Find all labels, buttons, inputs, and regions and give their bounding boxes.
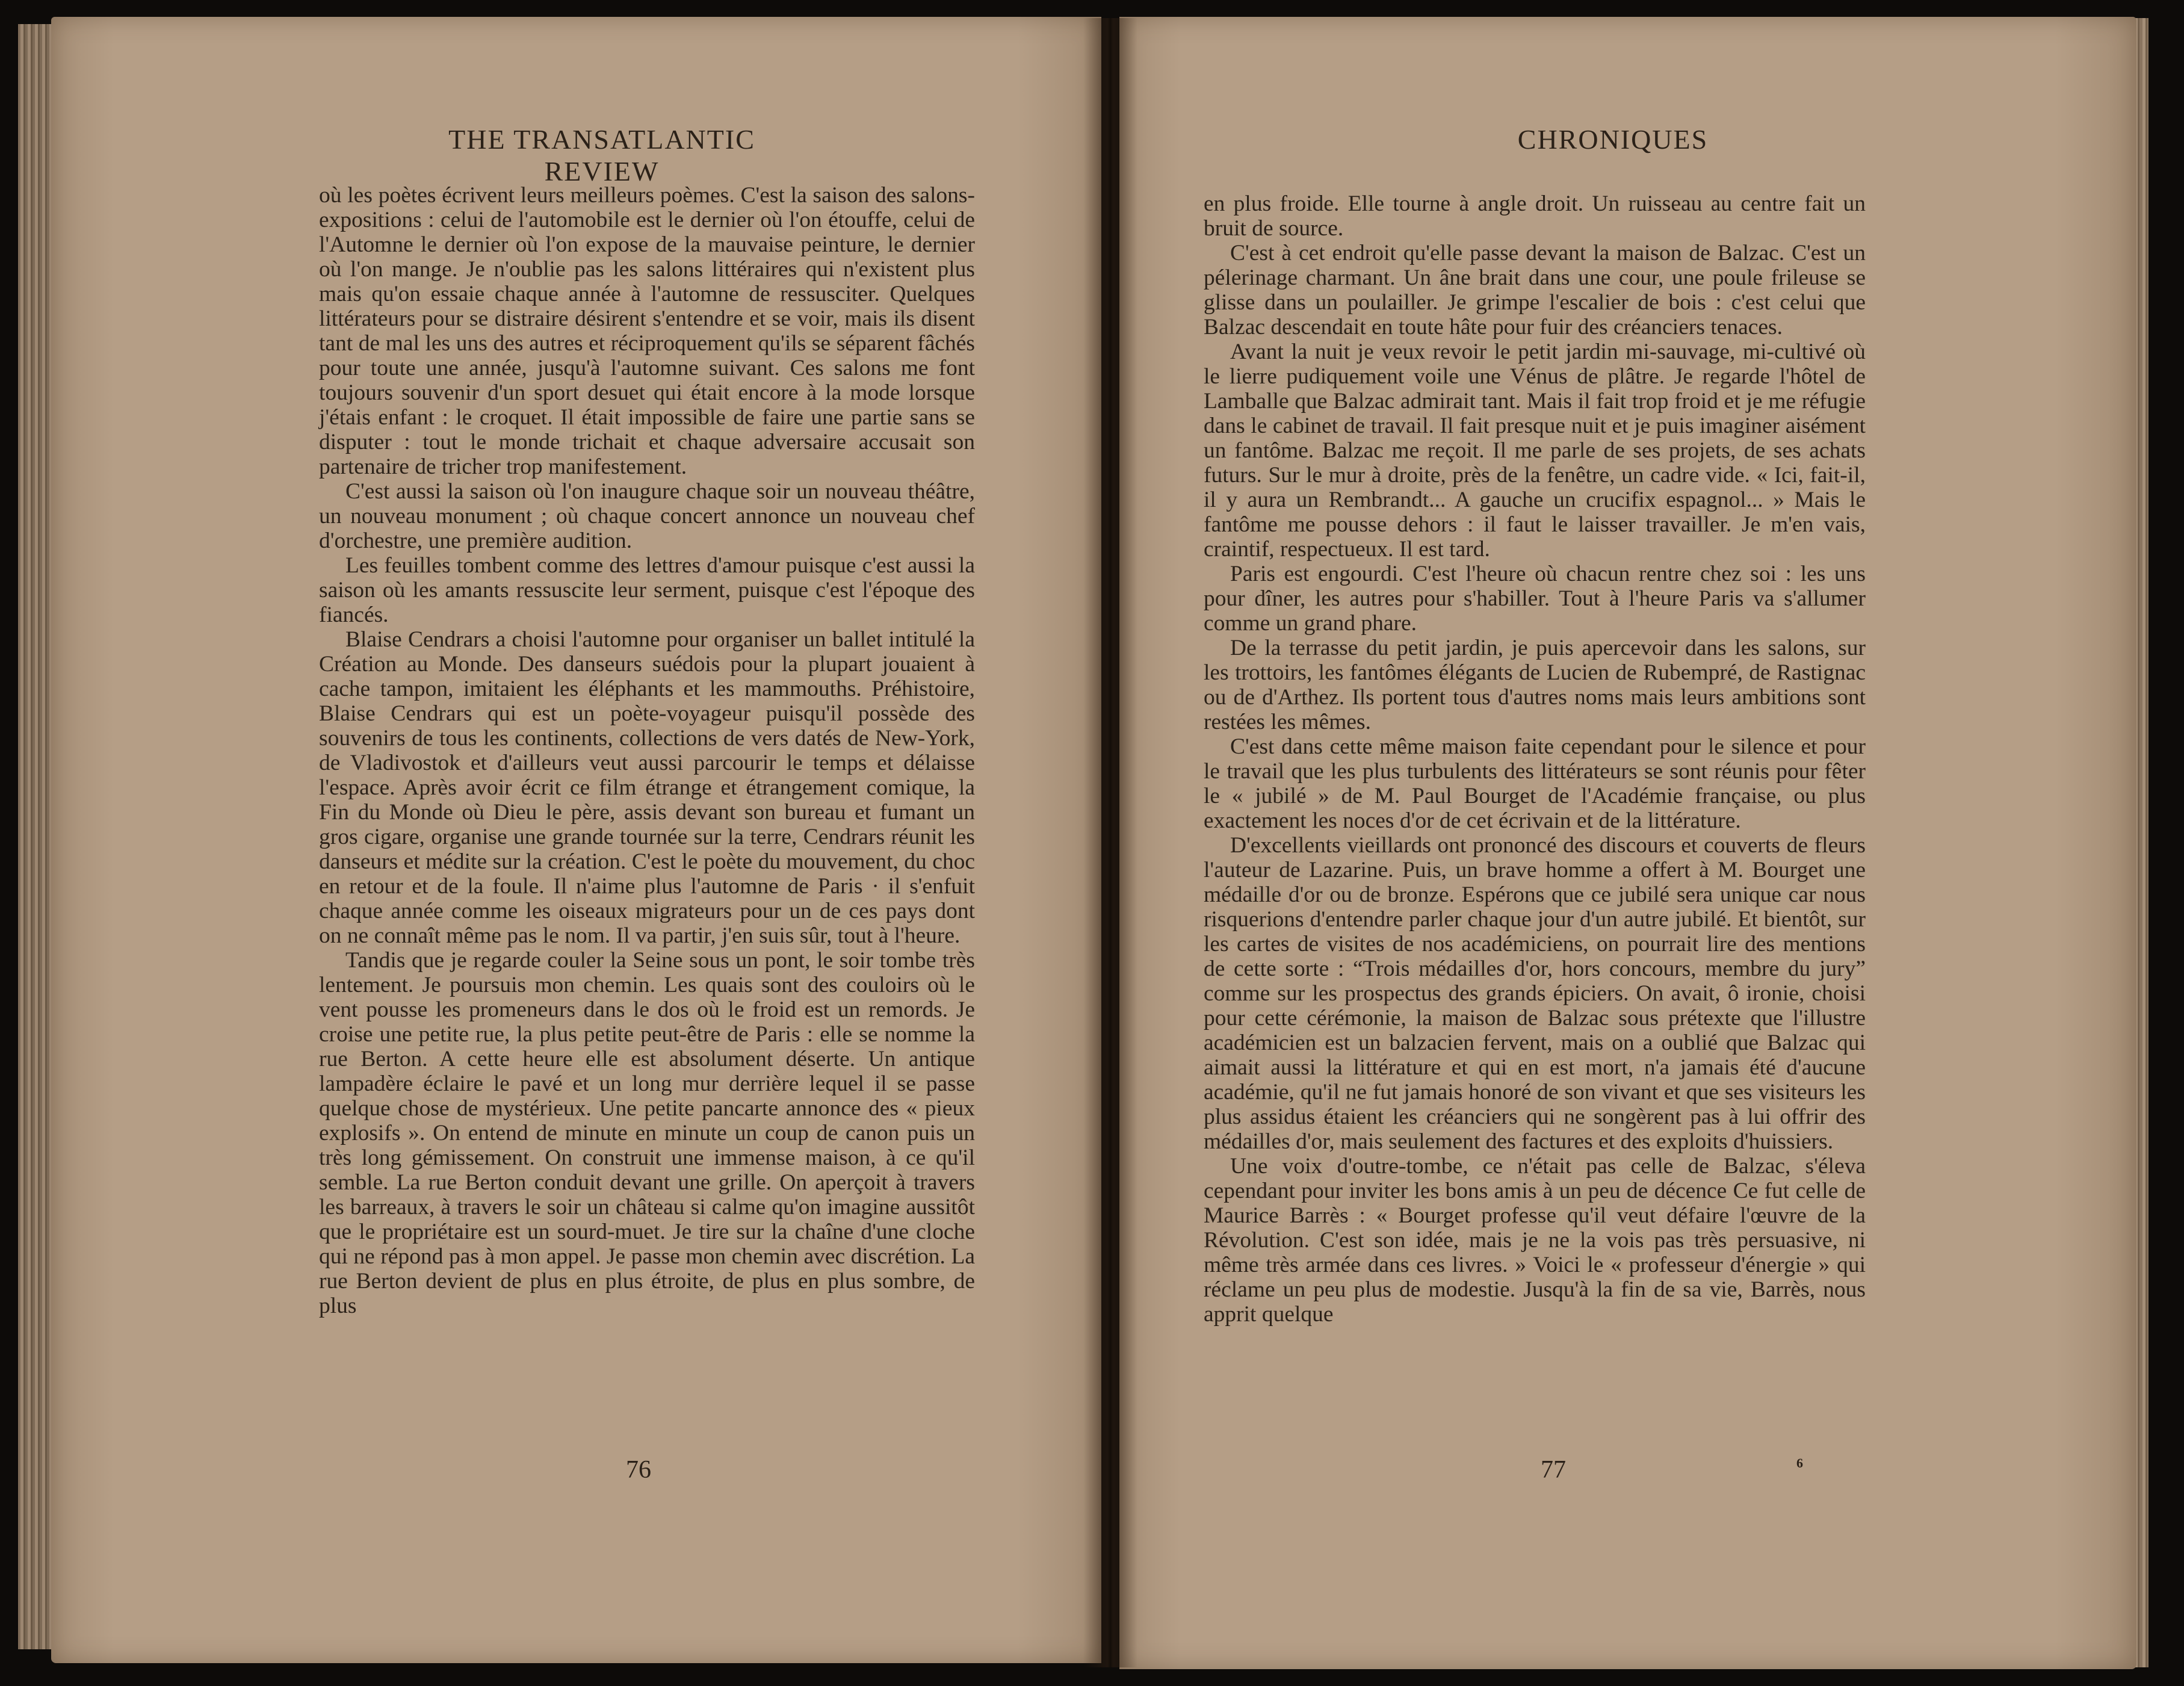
paragraph: en plus froide. Elle tourne à angle droit. Un ruisseau au centre fait un bruit de source. — [1204, 191, 1866, 241]
paragraph: Tandis que je regarde couler la Seine sous un pont, le soir tombe très lentement. Je poursuis mon chemin. Les quais sont des couloirs où le vent pousse les promeneurs dans le dos où le froid est un remords. Je croise une petite rue, la plus petite peut-être de Paris : elle se nomme la rue Berton. A cette heure elle est absolument déserte. Un antique lampadère éclaire le pavé et un long mur derrière lequel il se passe quelque chose de mystérieux. Une petite pancarte annonce des « pieux explosifs ». On entend de minute en minute un coup de canon puis un très long gémissement. On construit une immense maison, à ce qu'il semble. La rue Berton conduit devant une grille. On aperçoit à travers les barreaux, à travers le soir un château si calme qu'on imagine aussitôt que le propriétaire est un sourd-muet. Je tire sur la chaîne d'une cloche qui ne répond pas à mon appel. Je passe mon chemin avec discrétion. La rue Berton devient de plus en plus étroite, de plus en plus sombre, de plus — [319, 948, 975, 1318]
paragraph: Les feuilles tombent comme des lettres d'amour puisque c'est aussi la saison où les amants ressuscite leur serment, puisque c'est l'époque des fiancés. — [319, 553, 975, 627]
paragraph: De la terrasse du petit jardin, je puis apercevoir dans les salons, sur les trottoirs, les fantômes élégants de Lucien de Rubempré, de Rastignac ou de d'Arthez. Ils portent tous d'autres noms mais leurs ambitions sont restées les mêmes. — [1204, 636, 1866, 734]
signature-mark: 6 — [1796, 1455, 1803, 1471]
right-running-head: CHRONIQUES — [1517, 124, 1709, 155]
book-gutter — [1083, 18, 1137, 1667]
paragraph: Paris est engourdi. C'est l'heure où chacun rentre chez soi : les uns pour dîner, les autres pour s'habiller. Tout à l'heure Paris va s'allumer comme un grand phare. — [1204, 562, 1866, 636]
paragraph: Avant la nuit je veux revoir le petit jardin mi-sauvage, mi-cultivé où le lierre pudiquement voile une Vénus de plâtre. Je regarde l'hôtel de Lamballe que Balzac admirait tant. Mais il fait trop froid et je me réfugie dans le cabinet de travail. Il fait presque nuit et je puis imaginer aisément un fantôme. Balzac me reçoit. Il me parle de ses projets, de ses achats futurs. Sur le mur à droite, près de la fenêtre, un cadre vide. « Ici, fait-il, il y aura un Rembrandt... A gauche un crucifix espagnol... » Mais le fantôme me pousse dehors : il faut le laisser travailler. Je m'en vais, craintif, respectueux. Il est tard. — [1204, 339, 1866, 562]
paragraph: Blaise Cendrars a choisi l'automne pour organiser un ballet intitulé la Création au Monde. Des danseurs suédois pour la plupart jouaient à cache tampon, imitaient les éléphants et les mammouths. Préhistoire, Blaise Cendrars qui est un poète-voyageur puisqu'il possède des souvenirs de tous les continents, collections de vers datés de New-York, de Vladivostok et d'ailleurs veut aussi parcourir le temps et délaisse l'espace. Après avoir écrit ce film étrange et étrangement comique, la Fin du Monde où Dieu le père, assis devant son bureau et fumant un gros cigare, organise une grande tournée sur la terre, Cendrars réunit les danseurs et médite sur la création. C'est le poète du mouvement, du choc en retour et de la foule. Il n'aime plus l'automne de Paris · il s'enfuit chaque année comme les oiseaux migrateurs pour un de ces pays dont on ne connaît même pas le nom. Il va partir, j'en suis sûr, tout à l'heure. — [319, 627, 975, 948]
paragraph: Une voix d'outre-tombe, ce n'était pas celle de Balzac, s'éleva cependant pour inviter les bons amis à un peu de décence Ce fut celle de Maurice Barrès : « Bourget professe qu'il veut défaire l'œuvre de la Révolution. C'est son idée, mais je ne la vois pas très persuasive, ni même très armée dans ces livres. » Voici le « professeur d'énergie » qui réclame un peu plus de modestie. Jusqu'à la fin de sa vie, Barrès, nous apprit quelque — [1204, 1154, 1866, 1327]
right-page-number: 77 — [1541, 1456, 1566, 1484]
left-running-head: THE TRANSATLANTIC REVIEW — [448, 124, 755, 187]
left-page-body — [319, 183, 975, 1318]
paragraph: D'excellents vieillards ont prononcé des discours et couverts de fleurs l'auteur de Lazarine. Puis, un brave homme a offert à M. Bourget une médaille d'or ou de bronze. Espérons que ce jubilé sera unique car nous risquerions d'entendre parler chaque jour d'un autre jubilé. Et bientôt, sur les cartes de visites de nos académiciens, on pourrait lire des mentions de cette sorte : “Trois médailles d'or, hors concours, membre du jury” comme sur les prospectus des grands épiciers. On avait, ô ironie, choisi pour cette cérémonie, la maison de Balzac sous prétexte que l'illustre académicien est un balzacien fervent, mais on a oublié que Balzac qui aimait aussi la littérature et qui en est mort, n'a jamais été d'aucune académie, qu'il ne fut jamais honoré de son vivant et que ses visiteurs les plus assidus étaient les créanciers qui ne songèrent pas à lui offrir des médailles d'or, mais seulement des factures et des exploits d'huissiers. — [1204, 833, 1866, 1154]
right-page-body — [1204, 191, 1866, 1327]
paragraph: C'est à cet endroit qu'elle passe devant la maison de Balzac. C'est un pélerinage charmant. Un âne brait dans une cour, une poule frileuse se glisse dans un poulailler. Je grimpe l'escalier de bois : c'est celui que Balzac descendait en toute hâte pour fuir des créanciers tenaces. — [1204, 241, 1866, 339]
paragraph: C'est dans cette même maison faite cependant pour le silence et pour le travail que les plus turbulents des littérateurs se sont réunis pour fêter le « jubilé » de M. Paul Bourget de l'Académie française, ou plus exactement les noces d'or de cet écrivain et de la littérature. — [1204, 734, 1866, 833]
paragraph: C'est aussi la saison où l'on inaugure chaque soir un nouveau théâtre, un nouveau monument ; où chaque concert annonce un nouveau chef d'orchestre, une première audition. — [319, 479, 975, 553]
paragraph: où les poètes écrivent leurs meilleurs poèmes. C'est la saison des salons-expositions : celui de l'automobile est le dernier où l'on étouffe, celui de l'Automne le dernier où l'on expose de la mauvaise peinture, le dernier où l'on mange. Je n'oublie pas les salons littéraires qui n'existent plus mais qu'on essaie chaque année à l'automne de ressusciter. Quelques littérateurs pour se distraire désirent s'entendre et se voir, mais ils disent tant de mal les uns des autres et réciproquement qu'ils se séparent fâchés pour toute une année, jusqu'à l'automne suivant. Ces salons me font toujours souvenir d'un sport desuet qui était encore à la mode lorsque j'étais enfant : le croquet. Il était impossible de faire une partie sans se disputer : tout le monde trichait et chaque adversaire accusait son partenaire de tricher trop manifestement. — [319, 183, 975, 479]
left-page-number: 76 — [626, 1456, 651, 1484]
